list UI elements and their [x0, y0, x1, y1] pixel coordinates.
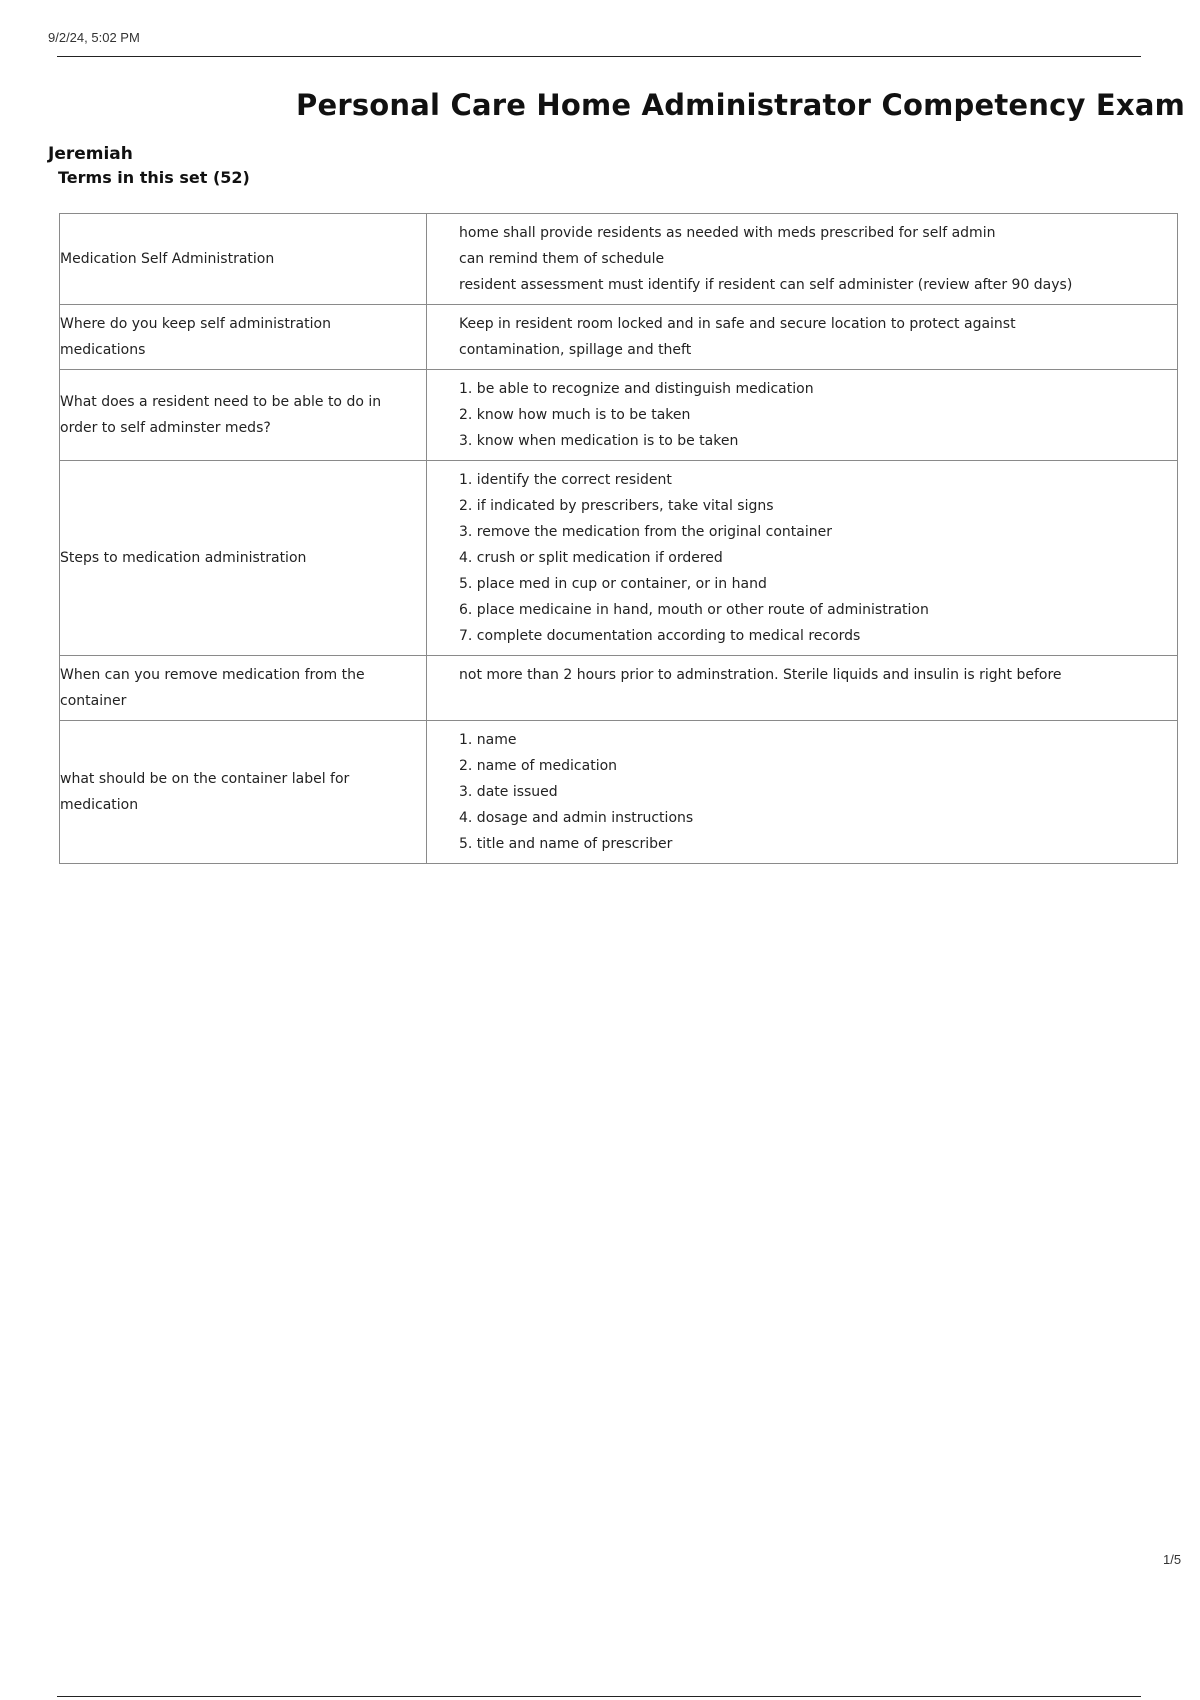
definition-line: 6. place medicaine in hand, mouth or other route of administration: [459, 602, 929, 618]
definition-line: 2. know how much is to be taken: [459, 407, 691, 423]
terms-table: [59, 213, 1178, 864]
definition-line: 3. date issued: [459, 784, 558, 800]
page-number: 1/5: [1163, 1552, 1182, 1567]
definition-line: [459, 688, 1169, 714]
definition-line: not more than 2 hours prior to adminstration. Sterile liquids and insulin is right before: [459, 667, 1062, 683]
term-row: [60, 461, 1178, 656]
definition-line: 5. title and name of prescriber: [459, 836, 673, 852]
term-cell: Medication Self Administration: [60, 214, 427, 305]
term-row: [60, 721, 1178, 864]
definition-cell: [427, 214, 1178, 305]
author-name: Jeremiah: [48, 144, 133, 164]
header-divider: [57, 56, 1141, 57]
definition-line: resident assessment must identify if resident can self administer (review after 90 days): [459, 277, 1073, 293]
term-cell: what should be on the container label for medication: [60, 721, 427, 864]
definition-cell: [427, 656, 1178, 721]
definition-line: 3. remove the medication from the original container: [459, 524, 832, 540]
definition-line: 5. place med in cup or container, or in hand: [459, 576, 767, 592]
term-row: [60, 656, 1178, 721]
definition-cell: [427, 370, 1178, 461]
definition-cell: [427, 461, 1178, 656]
definition-cell: [427, 721, 1178, 864]
definition-line: 1. identify the correct resident: [459, 472, 672, 488]
definition-cell: [427, 305, 1178, 370]
definition-line: Keep in resident room locked and in safe and secure location to protect against: [459, 316, 1016, 332]
definition-line: home shall provide residents as needed with meds prescribed for self admin: [459, 225, 996, 241]
term-row: [60, 370, 1178, 461]
term-cell: Where do you keep self administration medications: [60, 305, 427, 370]
term-cell: Steps to medication administration: [60, 461, 427, 656]
definition-line: 3. know when medication is to be taken: [459, 433, 739, 449]
definition-line: can remind them of schedule: [459, 251, 665, 267]
term-row: [60, 305, 1178, 370]
definition-line: 2. name of medication: [459, 758, 618, 774]
definition-line: 1. be able to recognize and distinguish medication: [459, 381, 814, 397]
footer-divider: [57, 1696, 1141, 1697]
term-cell: When can you remove medication from the container: [60, 656, 427, 721]
definition-line: contamination, spillage and theft: [459, 342, 692, 358]
definition-line: 1. name: [459, 732, 517, 748]
term-cell: What does a resident need to be able to do in order to self adminster meds?: [60, 370, 427, 461]
terms-count: Terms in this set (52): [58, 168, 250, 187]
definition-line: 4. dosage and admin instructions: [459, 810, 694, 826]
definition-line: 2. if indicated by prescribers, take vital signs: [459, 498, 774, 514]
term-row: [60, 214, 1178, 305]
print-date: 9/2/24, 5:02 PM: [48, 30, 140, 45]
definition-line: 4. crush or split medication if ordered: [459, 550, 723, 566]
page-title: Personal Care Home Administrator Competency Exam: [296, 88, 1186, 122]
definition-line: 7. complete documentation according to medical records: [459, 628, 861, 644]
